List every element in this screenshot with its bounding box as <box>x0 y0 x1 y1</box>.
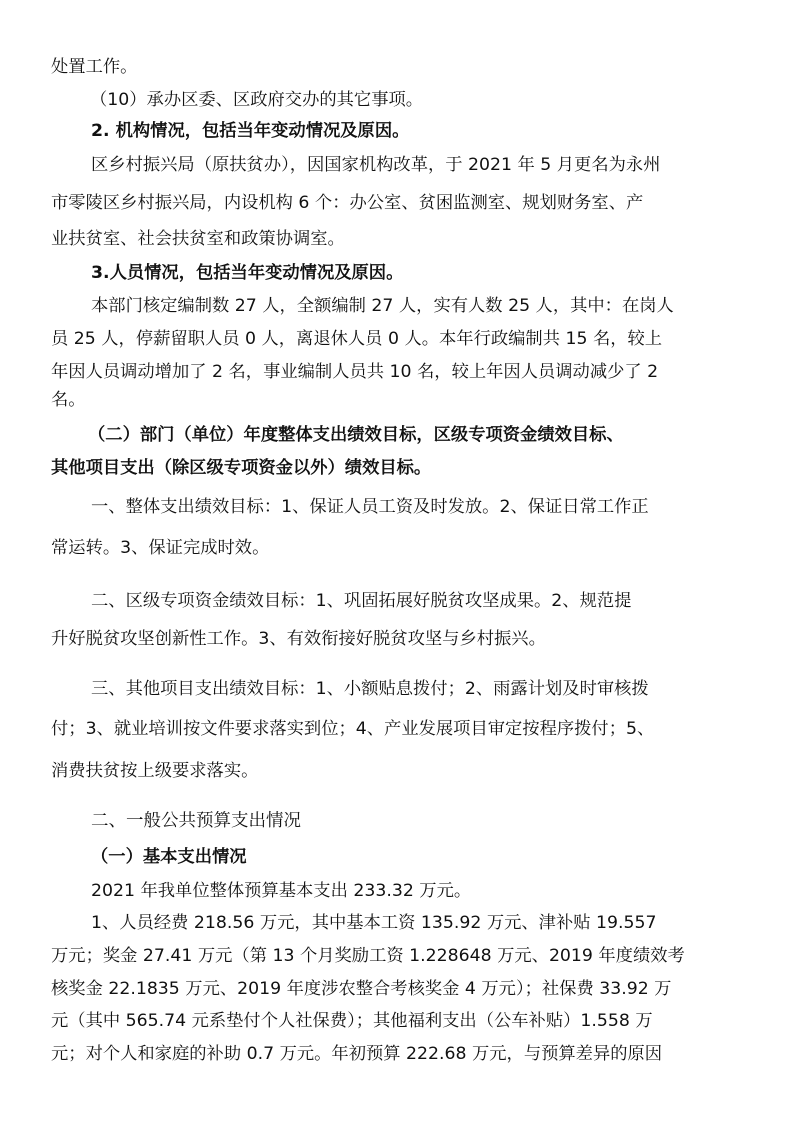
line-text: 核奖金 22.1835 万元、2019 年度涉农整合考核奖金 4 万元）；社保费 33.92 万 <box>51 979 672 999</box>
paragraph-line <box>0 714 793 744</box>
line-text: 二、区级专项资金绩效目标：1、巩固拓展好脱贫攻坚成果。2、规范提 <box>91 591 632 611</box>
line-text: 2. 机构情况，包括当年变动情况及原因。 <box>91 121 410 141</box>
paragraph-line <box>0 756 793 786</box>
line-text: 3.人员情况，包括当年变动情况及原因。 <box>91 263 404 283</box>
paragraph-line <box>0 150 793 180</box>
paragraph-line <box>0 291 793 321</box>
line-text: 2021 年我单位整体预算基本支出 233.32 万元。 <box>91 881 472 901</box>
line-text: 万元；奖金 27.41 万元（第 13 个月奖励工资 1.228648 万元、2019 年度绩效考 <box>51 946 685 966</box>
line-text: 处置工作。 <box>51 57 138 77</box>
line-text: 升好脱贫攻坚创新性工作。3、有效衔接好脱贫攻坚与乡村振兴。 <box>51 629 546 649</box>
line-text: 市零陵区乡村振兴局，内设机构 6 个：办公室、贫困监测室、规划财务室、产 <box>51 193 644 213</box>
line-text: （10）承办区委、区政府交办的其它事项。 <box>90 90 424 110</box>
line-text: 员 25 人，停薪留职人员 0 人，离退休人员 0 人。本年行政编制共 15 名，较上 <box>51 329 663 349</box>
section-heading <box>0 420 793 450</box>
paragraph-line <box>0 324 793 354</box>
paragraph-line <box>0 492 793 522</box>
line-text: （一）基本支出情况 <box>91 847 247 867</box>
line-text: 一、整体支出绩效目标：1、保证人员工资及时发放。2、保证日常工作正 <box>91 497 649 517</box>
line-text: 二、一般公共预算支出情况 <box>91 811 301 831</box>
line-text: 1、人员经费 218.56 万元，其中基本工资 135.92 万元、津补贴 19.557 <box>91 913 657 933</box>
line-text: 常运转。3、保证完成时效。 <box>51 538 270 558</box>
section-heading <box>0 258 793 288</box>
line-text: 业扶贫室、社会扶贫室和政策协调室。 <box>51 229 345 249</box>
line-text: 名。 <box>51 390 86 410</box>
paragraph-line <box>0 586 793 616</box>
text-line <box>0 52 793 82</box>
paragraph-line <box>0 357 793 387</box>
paragraph-line <box>0 908 793 938</box>
paragraph-line <box>0 385 793 415</box>
paragraph-line <box>0 974 793 1004</box>
list-item <box>0 85 793 115</box>
line-text: （二）部门（单位）年度整体支出绩效目标，区级专项资金绩效目标、 <box>88 425 624 445</box>
paragraph-line <box>0 876 793 906</box>
section-heading <box>0 116 793 146</box>
paragraph-line <box>0 1006 793 1036</box>
line-text: 元（其中 565.74 元系垫付个人社保费）；其他福利支出（公车补贴）1.558 万 <box>51 1011 653 1031</box>
line-text: 付；3、就业培训按文件要求落实到位；4、产业发展项目审定按程序拨付；5、 <box>51 719 655 739</box>
line-text: 三、其他项目支出绩效目标：1、小额贴息拨付；2、雨露计划及时审核拨 <box>91 679 649 699</box>
paragraph-line <box>0 674 793 704</box>
paragraph-line <box>0 1039 793 1069</box>
line-text: 消费扶贫按上级要求落实。 <box>51 761 259 781</box>
paragraph-line <box>0 188 793 218</box>
paragraph-line <box>0 624 793 654</box>
line-text: 区乡村振兴局（原扶贫办），因国家机构改革，于 2021 年 5 月更名为永州 <box>91 155 661 175</box>
line-text: 其他项目支出（除区级专项资金以外）绩效目标。 <box>51 458 432 478</box>
section-heading <box>0 453 793 483</box>
line-text: 元；对个人和家庭的补助 0.7 万元。年初预算 222.68 万元，与预算差异的原因 <box>51 1044 663 1064</box>
section-heading <box>0 842 793 872</box>
line-text: 本部门核定编制数 27 人，全额编制 27 人，实有人数 25 人，其中：在岗人 <box>91 296 674 316</box>
paragraph-line <box>0 533 793 563</box>
line-text: 年因人员调动增加了 2 名，事业编制人员共 10 名，较上年因人员调动减少了 2 <box>51 362 659 382</box>
paragraph-line <box>0 941 793 971</box>
section-heading <box>0 806 793 836</box>
paragraph-line <box>0 224 793 254</box>
